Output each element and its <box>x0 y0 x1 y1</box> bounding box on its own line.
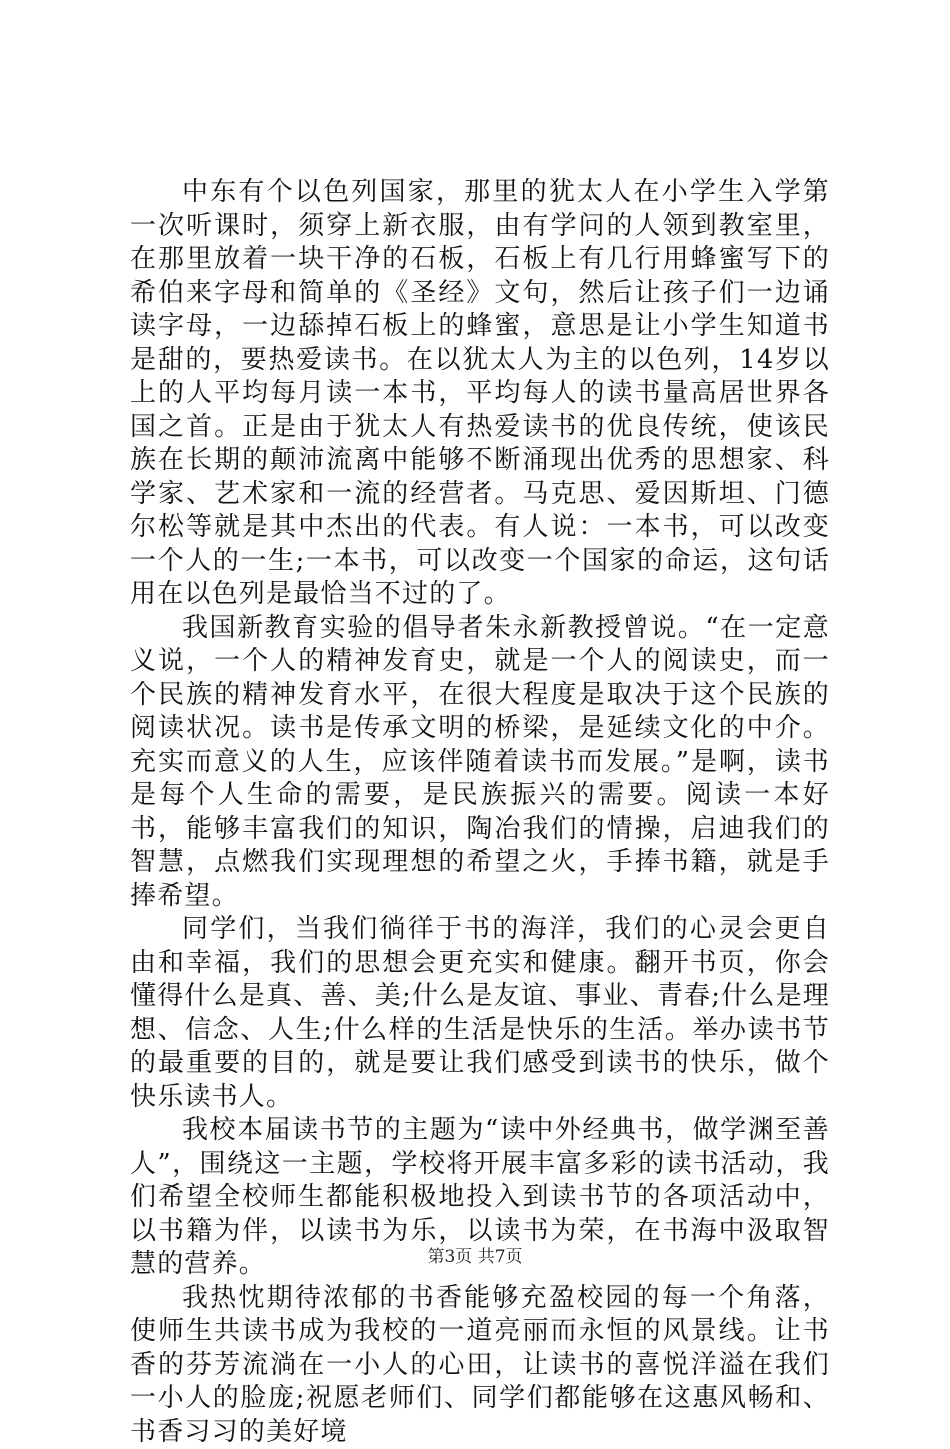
paragraph-students-reading: 同学们，当我们徜徉于书的海洋，我们的心灵会更自由和幸福，我们的思想会更充实和健康。翻开书页，你会懂得什么是真、善、美;什么是友谊、事业、青春;什么是理想、信念、人生;什么样的生活是快乐的生活。举办读书节的最重要的目的，就是要让我们感受到读书的快乐，做个快乐读书人。 <box>130 913 830 1114</box>
paragraph-closing-wish: 我热忱期待浓郁的书香能够充盈校园的每一个角落，使师生共读书成为我校的一道亮丽而永恒的风景线。让书香的芬芳流淌在一小人的心田，让读书的喜悦洋溢在我们一小人的脸庞;祝愿老师们、同学们都能够在这惠风畅和、书香习习的美好境 <box>130 1282 830 1449</box>
paragraph-zhu-yongxin-quote: 我国新教育实验的倡导者朱永新教授曾说。“在一定意义说，一个人的精神发育史，就是一个人的阅读史，而一个民族的精神发育水平，在很大程度是取决于这个民族的阅读状况。读书是传承文明的桥梁，是延续文化的中介。充实而意义的人生，应该伴随着读书而发展。”是啊，读书是每个人生命的需要，是民族振兴的需要。阅读一本好书，能够丰富我们的知识，陶冶我们的情操，启迪我们的智慧，点燃我们实现理想的希望之火，手捧书籍，就是手捧希望。 <box>130 612 830 914</box>
page-number-footer: 第3页 共7页 <box>0 1242 950 1267</box>
paragraph-israel-reading: 中东有个以色列国家，那里的犹太人在小学生入学第一次听课时，须穿上新衣服，由有学问的人领到教室里，在那里放着一块干净的石板，石板上有几行用蜂蜜写下的希伯来字母和简单的《圣经》文句，然后让孩子们一边诵读字母，一边舔掉石板上的蜂蜜，意思是让小学生知道书是甜的，要热爱读书。在以犹太人为主的以色列，14岁以上的人平均每月读一本书，平均每人的读书量高居世界各国之首。正是由于犹太人有热爱读书的优良传统，使该民族在长期的颠沛流离中能够不断涌现出优秀的思想家、科学家、艺术家和一流的经营者。马克思、爱因斯坦、门德尔松等就是其中杰出的代表。有人说：一本书，可以改变一个人的一生;一本书，可以改变一个国家的命运，这句话用在以色列是最恰当不过的了。 <box>130 176 830 612</box>
paragraph-festival-theme: 我校本届读书节的主题为“读中外经典书，做学渊至善人”，围绕这一主题，学校将开展丰富多彩的读书活动，我们希望全校师生都能积极地投入到读书节的各项活动中，以书籍为伴，以读书为乐，以读书为荣，在书海中汲取智慧的营养。 <box>130 1114 830 1282</box>
